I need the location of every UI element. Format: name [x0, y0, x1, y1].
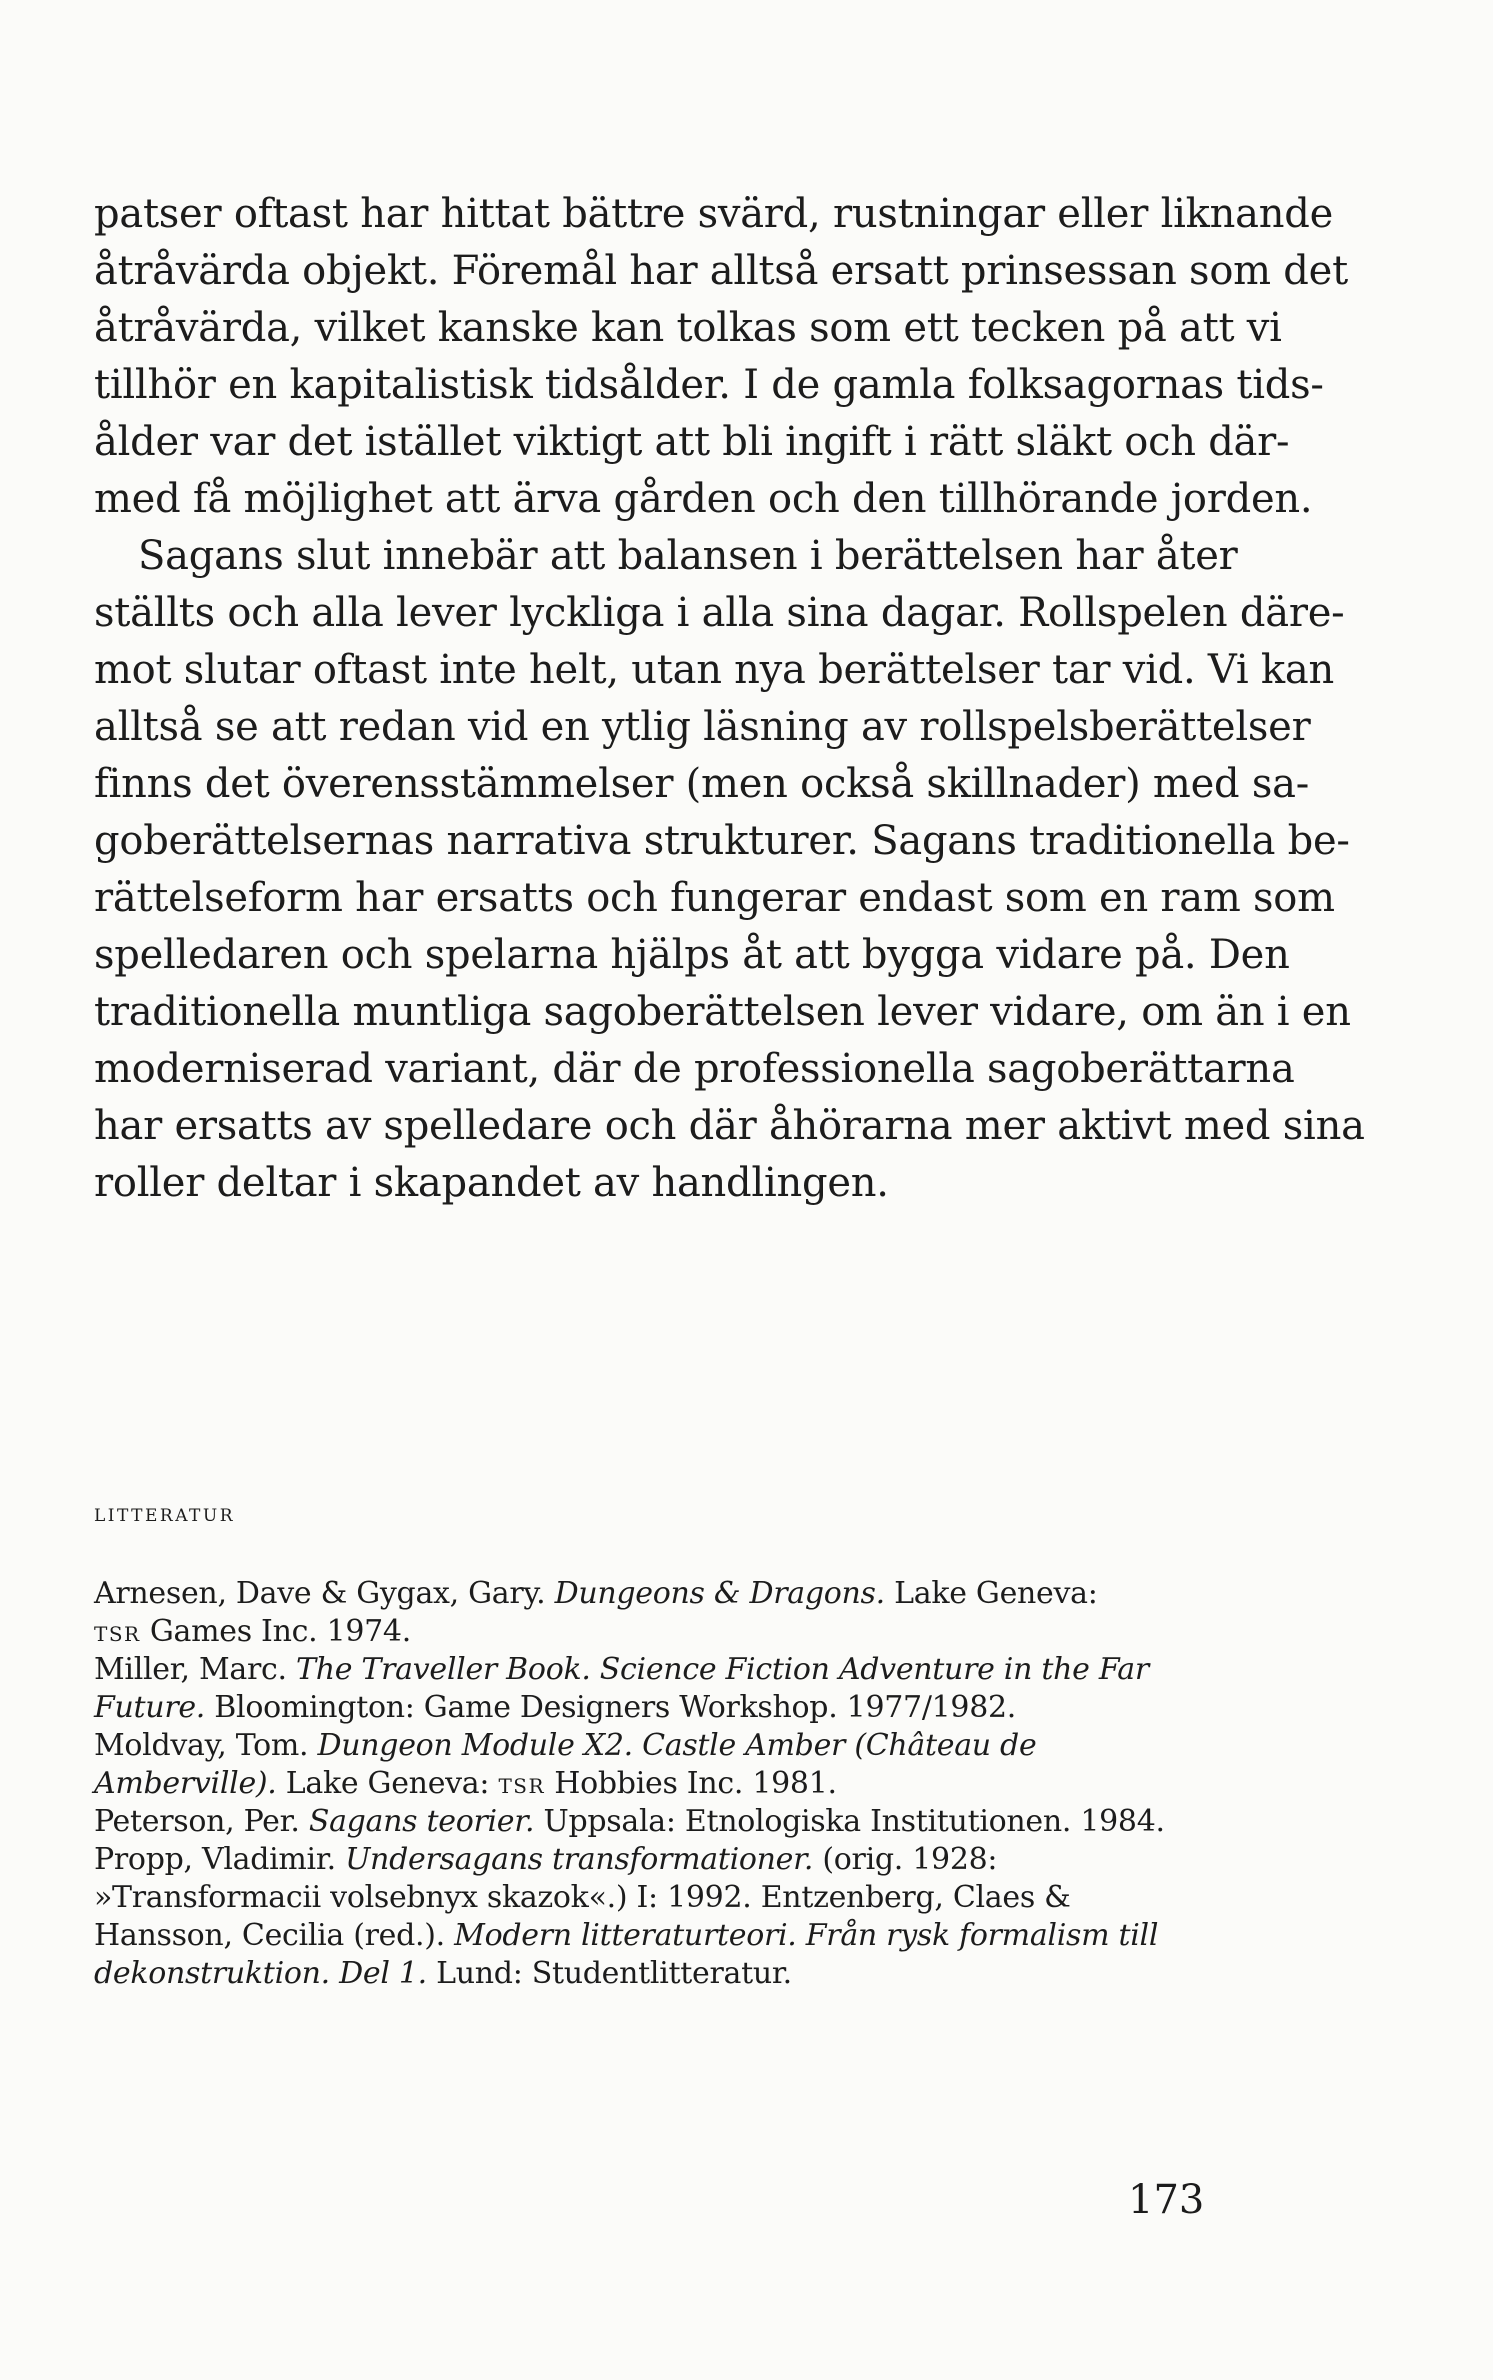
- body-line: åtråvärda, vilket kanske kan tolkas som ett tecken på att vi: [94, 305, 1282, 351]
- reference-line: [94, 1917, 1234, 1955]
- body-line: ställts och alla lever lyckliga i alla sina dagar. Rollspelen däre-: [94, 590, 1345, 636]
- body-line: patser oftast har hittat bättre svärd, rustningar eller liknande: [94, 191, 1334, 237]
- reference-text: (orig. 1928:: [813, 1842, 998, 1877]
- body-line: goberättelsernas narrativa strukturer. Sagans traditionella be-: [94, 818, 1350, 864]
- reference-line: [94, 1955, 1234, 1993]
- reference-title: Undersagans transformationer.: [345, 1842, 814, 1877]
- body-line: alltså se att redan vid en ytlig läsning av rollspelsberättelser: [94, 704, 1311, 750]
- reference-line: [94, 1803, 1234, 1841]
- reference-list: [94, 1575, 1234, 1993]
- reference-title: Future.: [94, 1690, 206, 1725]
- reference-text: Propp, Vladimir.: [94, 1842, 346, 1877]
- body-line: åtråvärda objekt. Föremål har alltså ersatt prinsessan som det: [94, 248, 1348, 294]
- literature-heading: LITTERATUR: [94, 1506, 236, 1526]
- body-line: roller deltar i skapandet av handlingen.: [94, 1160, 889, 1206]
- reference-text: Lund: Studentlitteratur.: [426, 1956, 792, 1991]
- publisher-smallcaps: TSR: [94, 1622, 141, 1646]
- reference-title: The Traveller Book. Science Fiction Adventure in the Far: [296, 1652, 1149, 1687]
- reference-text: Uppsala: Etnologiska Institutionen. 1984.: [534, 1804, 1165, 1839]
- reference-text: Miller, Marc.: [94, 1652, 296, 1687]
- body-line: traditionella muntliga sagoberättelsen lever vidare, om än i en: [94, 989, 1351, 1035]
- reference-title: Sagans teorier.: [308, 1804, 535, 1839]
- reference-title: Amberville).: [94, 1766, 277, 1801]
- body-line: finns det överensstämmelser (men också skillnader) med sa-: [94, 761, 1309, 807]
- reference-text: Games Inc. 1974.: [140, 1614, 411, 1649]
- reference-text: Arnesen, Dave & Gygax, Gary.: [94, 1576, 555, 1611]
- body-line: mot slutar oftast inte helt, utan nya berättelser tar vid. Vi kan: [94, 647, 1334, 693]
- reference-title: Dungeon Module X2. Castle Amber (Château de: [317, 1728, 1037, 1763]
- reference-text: Lake Geneva:: [276, 1766, 499, 1801]
- body-line: spelledaren och spelarna hjälps åt att bygga vidare på. Den: [94, 932, 1290, 978]
- reference-title: Modern litteraturteori. Från rysk formalism till: [454, 1918, 1159, 1953]
- reference-line: [94, 1651, 1234, 1689]
- reference-text: Hansson, Cecilia (red.).: [94, 1918, 455, 1953]
- body-line: ålder var det istället viktigt att bli ingift i rätt släkt och där-: [94, 419, 1290, 465]
- body-line: har ersatts av spelledare och där åhörarna mer aktivt med sina: [94, 1103, 1365, 1149]
- publisher-smallcaps: TSR: [498, 1774, 546, 1798]
- body-text: [94, 186, 1365, 1212]
- reference-text: »Transformacii volsebnyx skazok«.) I: 1992. Entzenberg, Claes &: [94, 1880, 1071, 1915]
- body-line: Sagans slut innebär att balansen i berättelsen har åter: [138, 533, 1238, 579]
- reference-line: [94, 1575, 1234, 1613]
- reference-line: [94, 1841, 1234, 1879]
- reference-text: Moldvay, Tom.: [94, 1728, 318, 1763]
- reference-line: [94, 1765, 1234, 1803]
- reference-text: Bloomington: Game Designers Workshop. 1977/1982.: [205, 1690, 1017, 1725]
- body-line: tillhör en kapitalistisk tidsålder. I de gamla folksagornas tids-: [94, 362, 1324, 408]
- body-line: med få möjlighet att ärva gården och den tillhörande jorden.: [94, 476, 1313, 522]
- reference-text: Lake Geneva:: [884, 1576, 1098, 1611]
- body-line: moderniserad variant, där de professionella sagoberättarna: [94, 1046, 1295, 1092]
- reference-line: [94, 1613, 1234, 1651]
- reference-text: Hobbies Inc. 1981.: [545, 1766, 837, 1801]
- reference-title: Dungeons & Dragons.: [554, 1576, 885, 1611]
- reference-line: [94, 1727, 1234, 1765]
- reference-title: dekonstruktion. Del 1.: [94, 1956, 427, 1991]
- reference-text: Peterson, Per.: [94, 1804, 309, 1839]
- reference-line: [94, 1879, 1234, 1917]
- reference-line: [94, 1689, 1234, 1727]
- page-number: 173: [1128, 2177, 1205, 2223]
- body-line: rättelseform har ersatts och fungerar endast som en ram som: [94, 875, 1335, 921]
